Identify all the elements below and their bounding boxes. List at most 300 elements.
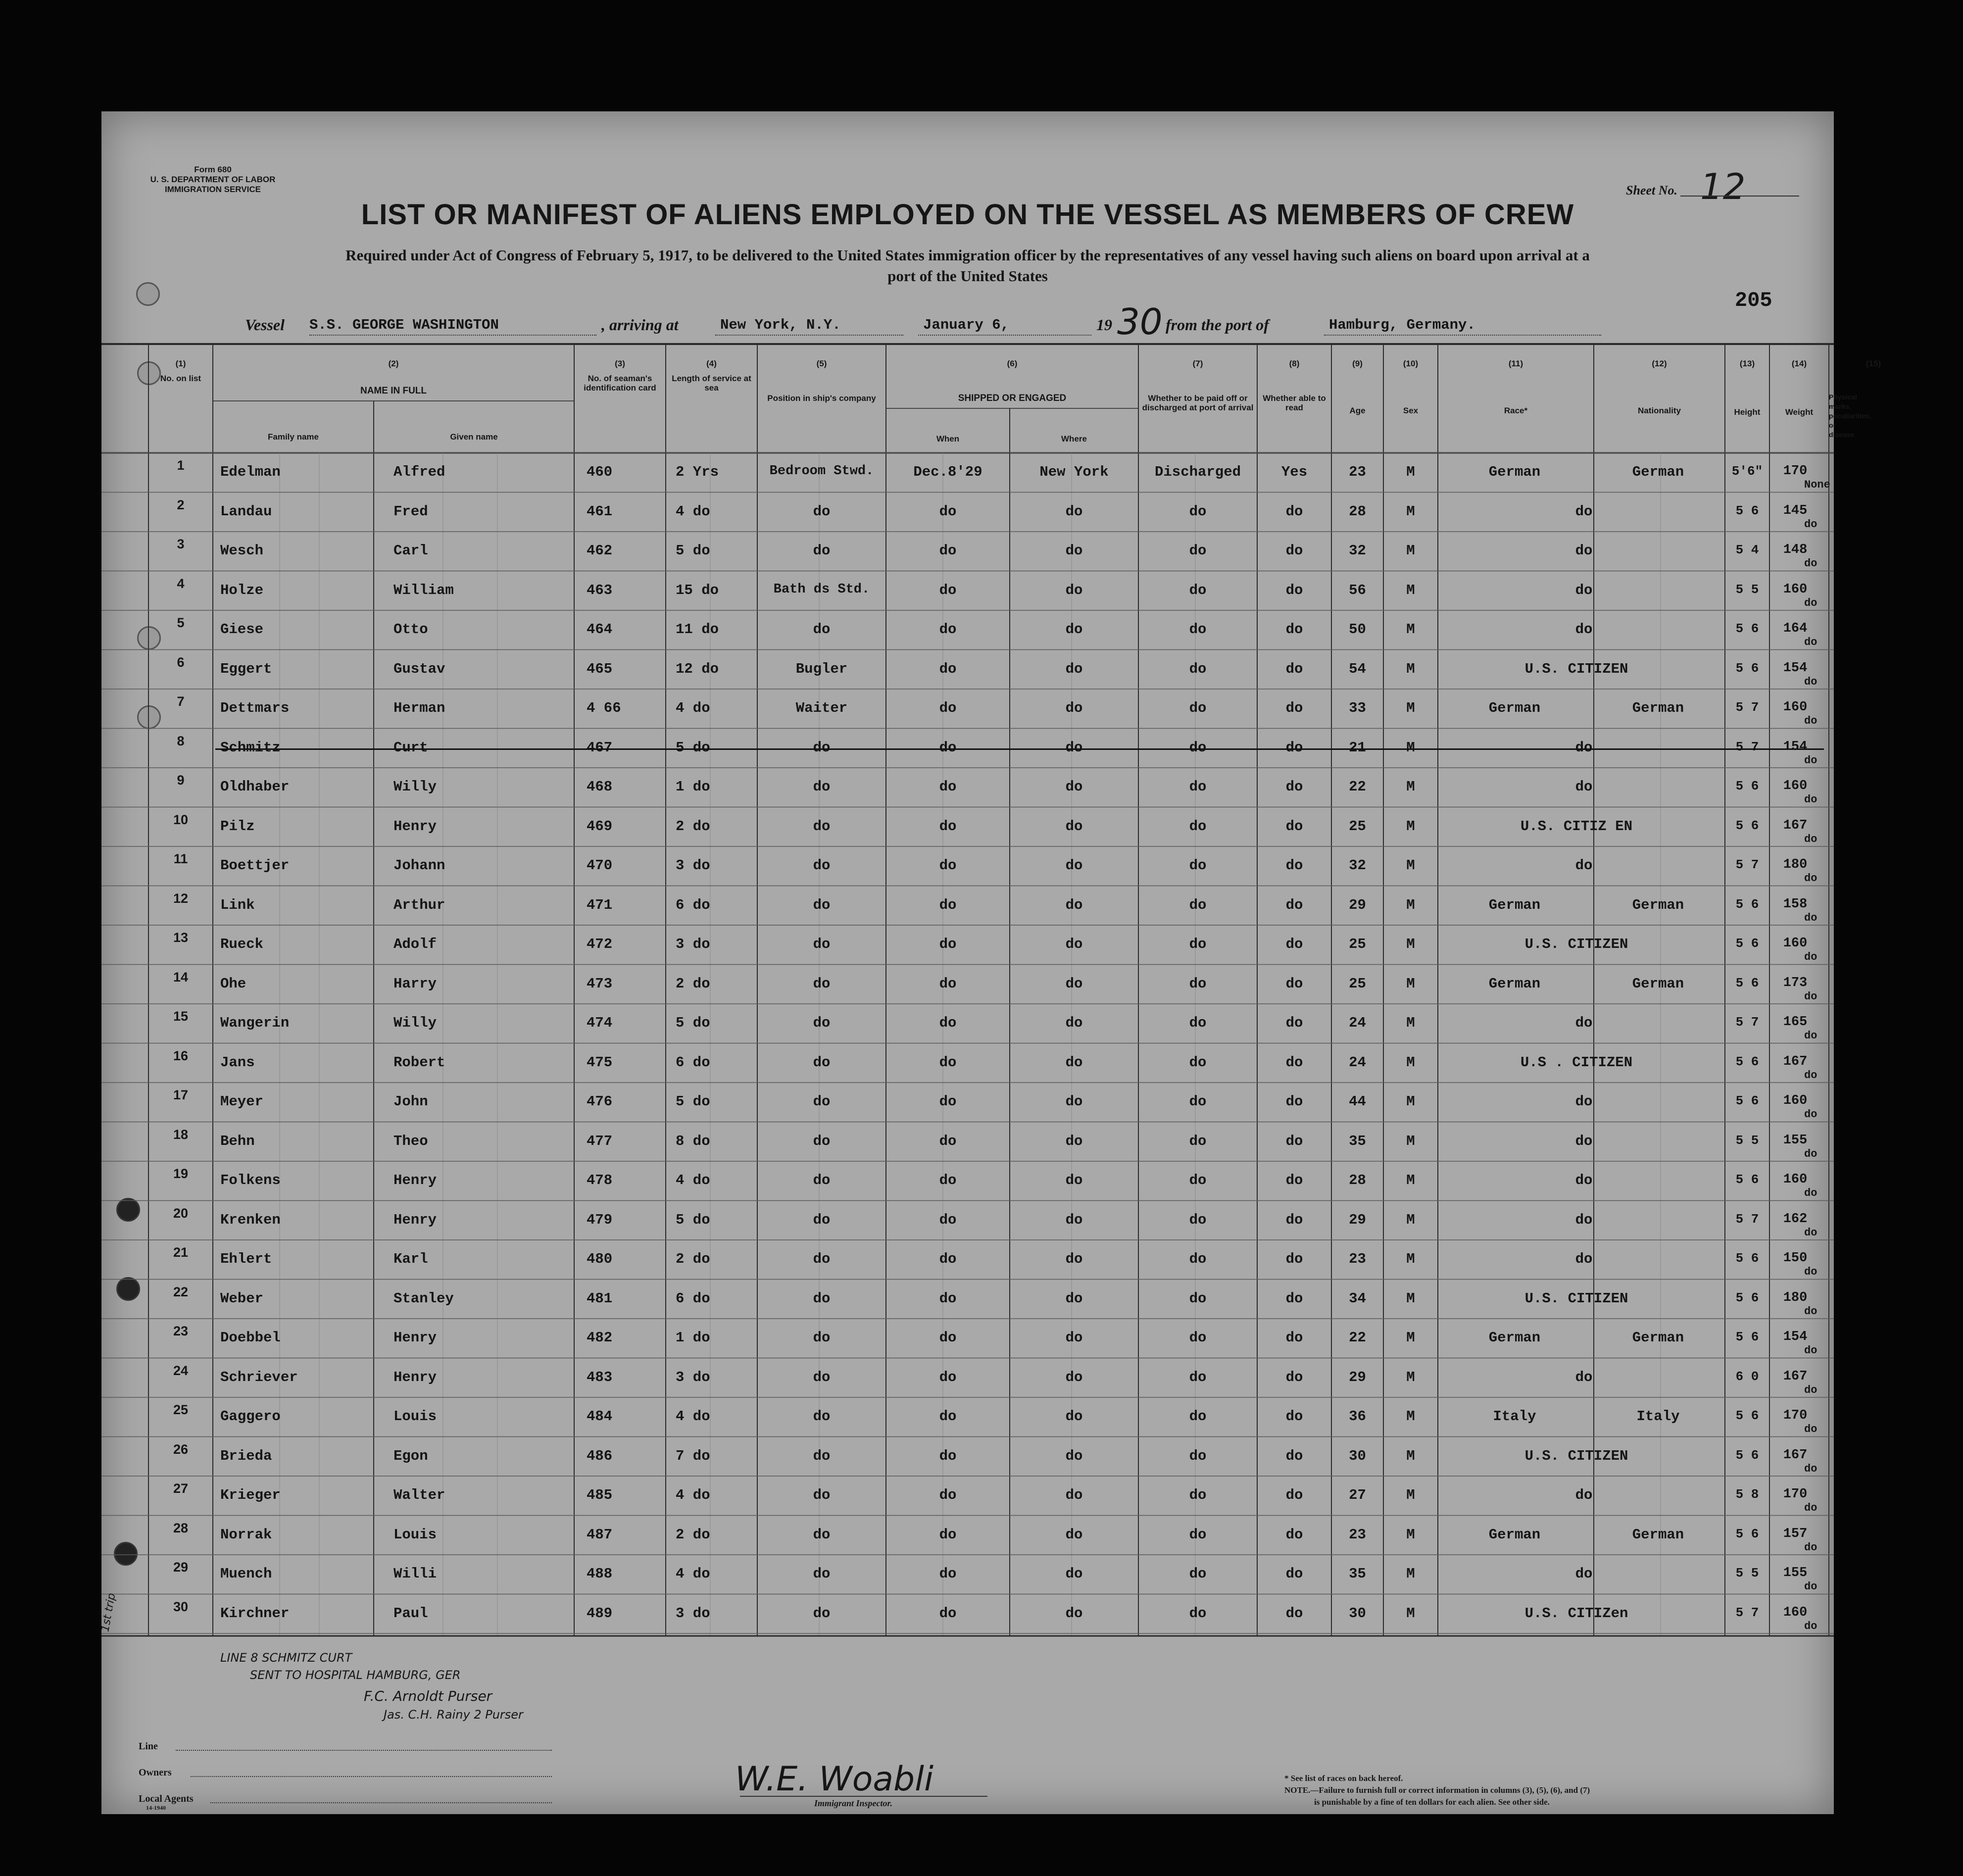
col-head-weight: Weight (1785, 407, 1814, 417)
family-name: Krieger (220, 1487, 281, 1503)
sex: M (1406, 975, 1415, 992)
form-number: Form 680 (194, 165, 232, 174)
height: 5 6 (1735, 621, 1759, 636)
given-name: Robert (393, 1054, 445, 1071)
physical-marks: do (1804, 1423, 1817, 1435)
age: 22 (1349, 779, 1366, 795)
given-name: Paul (393, 1605, 428, 1622)
height: 5 6 (1735, 779, 1759, 793)
given-name: Harry (393, 975, 437, 992)
shipped-when: do (939, 660, 957, 677)
age: 23 (1349, 464, 1366, 480)
column-number: (11) (1508, 359, 1523, 368)
shipped-when: do (939, 1408, 957, 1425)
height: 5 6 (1735, 1526, 1759, 1541)
length-of-service: 5 do (676, 1015, 710, 1031)
able-to-read: do (1285, 1605, 1303, 1622)
col-head-where: Where (1061, 434, 1087, 444)
sex: M (1406, 1054, 1415, 1071)
length-of-service: 6 do (676, 1290, 710, 1307)
id-card-number: 479 (587, 1211, 613, 1228)
id-card-number: 469 (587, 818, 613, 835)
row-number: 9 (177, 773, 185, 788)
row-number: 19 (173, 1166, 189, 1181)
weight: 170 (1783, 1487, 1808, 1502)
able-to-read: do (1285, 700, 1303, 716)
given-name: Henry (393, 818, 437, 835)
race: do (1575, 739, 1593, 756)
column-number: (4) (706, 359, 717, 368)
weight: 160 (1783, 779, 1808, 793)
paid-off: do (1189, 621, 1207, 638)
column-number: (14) (1791, 359, 1807, 368)
sex: M (1406, 582, 1415, 598)
physical-marks: do (1804, 754, 1817, 767)
races-note: * See list of races on back hereof. (1284, 1774, 1403, 1783)
column-number: (12) (1652, 359, 1667, 368)
age: 35 (1349, 1133, 1366, 1149)
family-name: Doebbel (220, 1330, 281, 1346)
height: 5 6 (1735, 1054, 1759, 1069)
position: do (813, 621, 831, 638)
service: IMMIGRATION SERVICE (165, 185, 261, 194)
fine-note-1: NOTE.—Failure to furnish full or correct information in columns (3), (5), (6), and (7) (1284, 1785, 1590, 1795)
physical-marks: do (1804, 1305, 1817, 1318)
shipped-where: do (1065, 936, 1083, 952)
race: German (1488, 896, 1541, 913)
sex: M (1406, 1093, 1415, 1110)
shipped-where: do (1065, 1369, 1083, 1385)
shipped-when: do (939, 582, 957, 598)
family-name: Jans (220, 1054, 255, 1071)
paid-off: do (1189, 1369, 1207, 1385)
row-number: 17 (173, 1087, 189, 1102)
age: 36 (1349, 1408, 1366, 1425)
family-name: Brieda (220, 1447, 272, 1464)
sex: M (1406, 1408, 1415, 1425)
given-name: Curt (393, 739, 428, 756)
col-head-position: Position in ship's company (767, 394, 876, 403)
physical-marks: do (1804, 1383, 1817, 1396)
id-card-number: 465 (587, 660, 613, 677)
row-number: 3 (177, 537, 185, 551)
able-to-read: do (1285, 975, 1303, 992)
physical-marks: do (1804, 1030, 1817, 1042)
column-number: (1) (175, 359, 186, 368)
family-name: Giese (220, 621, 264, 638)
page-number: 205 (1735, 289, 1772, 312)
row-number: 8 (177, 733, 185, 748)
given-name: Walter (393, 1487, 445, 1503)
family-name: Landau (220, 503, 272, 520)
sex: M (1406, 1526, 1415, 1543)
line-field (176, 1750, 552, 1751)
sex: M (1406, 936, 1415, 952)
position: do (813, 543, 831, 559)
given-name: William (393, 582, 454, 598)
age: 56 (1349, 582, 1366, 598)
weight: 150 (1783, 1251, 1808, 1266)
paid-off: do (1189, 779, 1207, 795)
physical-marks: do (1804, 636, 1817, 648)
length-of-service: 3 do (676, 1605, 710, 1622)
weight: 160 (1783, 1605, 1808, 1620)
shipped-when: do (939, 857, 957, 874)
height: 5 6 (1735, 975, 1759, 990)
shipped-where: do (1065, 1408, 1083, 1425)
local-agents-label: Local Agents (139, 1793, 194, 1804)
height: 5 5 (1735, 1566, 1759, 1580)
given-name: Arthur (393, 896, 445, 913)
able-to-read: do (1285, 1566, 1303, 1582)
sex: M (1406, 1251, 1415, 1267)
position: do (813, 857, 831, 874)
family-name: Holze (220, 582, 264, 598)
col-head-length-of-service: Length of service at sea (672, 374, 751, 393)
column-number: (3) (615, 359, 625, 368)
height: 5 6 (1735, 1251, 1759, 1266)
column-number: (8) (1289, 359, 1300, 368)
row-number: 5 (177, 615, 185, 630)
arriving-label: , arriving at (601, 316, 679, 334)
race: German (1488, 464, 1541, 480)
height: 5 7 (1735, 700, 1759, 715)
able-to-read: do (1285, 739, 1303, 756)
height: 5 6 (1735, 660, 1759, 676)
given-name: John (393, 1093, 428, 1110)
shipped-when: do (939, 700, 957, 716)
shipped-when: do (939, 1330, 957, 1346)
length-of-service: 4 do (676, 1487, 710, 1503)
row-number: 14 (173, 969, 189, 985)
family-name: Folkens (220, 1172, 281, 1188)
position: do (813, 1408, 831, 1425)
shipped-where: do (1065, 1211, 1083, 1228)
shipped-when: do (939, 1054, 957, 1071)
given-name: Willy (393, 779, 437, 795)
paid-off: do (1189, 1211, 1207, 1228)
able-to-read: do (1285, 1211, 1303, 1228)
id-card-number: 481 (587, 1290, 613, 1307)
race: U.S . CITIZEN (1520, 1054, 1633, 1071)
given-name: Willi (393, 1566, 437, 1582)
height: 5 6 (1735, 1447, 1759, 1463)
length-of-service: 3 do (676, 936, 710, 952)
family-name: Wangerin (220, 1015, 290, 1031)
given-name: Fred (393, 503, 428, 520)
shipped-where: do (1065, 1093, 1083, 1110)
length-of-service: 4 do (676, 700, 710, 716)
race: do (1575, 1172, 1593, 1188)
paid-off: do (1189, 1133, 1207, 1149)
age: 33 (1349, 700, 1366, 716)
position: do (813, 1015, 831, 1031)
shipped-when: do (939, 621, 957, 638)
note-line-1: LINE 8 SCHMITZ CURT (220, 1651, 352, 1665)
height: 5 6 (1735, 936, 1759, 951)
physical-marks: do (1804, 1541, 1817, 1554)
inspector-line (740, 1796, 987, 1797)
race: U.S. CITIZEN (1524, 936, 1628, 952)
paid-off: do (1189, 1054, 1207, 1071)
age: 24 (1349, 1015, 1366, 1031)
position: do (813, 1251, 831, 1267)
sex: M (1406, 1211, 1415, 1228)
race: do (1575, 1369, 1593, 1385)
physical-marks: do (1804, 518, 1817, 531)
race: do (1575, 1015, 1593, 1031)
weight: 155 (1783, 1566, 1808, 1580)
family-name: Oldhaber (220, 779, 290, 795)
sex: M (1406, 1290, 1415, 1307)
id-card-number: 4 66 (587, 700, 621, 716)
shipped-when: do (939, 818, 957, 835)
race: do (1575, 857, 1593, 874)
paid-off: do (1189, 818, 1207, 835)
paid-off: do (1189, 975, 1207, 992)
race: German (1488, 700, 1541, 716)
family-name: Boettjer (220, 857, 290, 874)
length-of-service: 4 do (676, 1566, 710, 1582)
given-name: Gustav (393, 660, 445, 677)
fine-note-2: is punishable by a fine of ten dollars for each alien. See other side. (1314, 1797, 1550, 1807)
given-name: Adolf (393, 936, 437, 952)
row-number: 18 (173, 1127, 189, 1142)
sex: M (1406, 1015, 1415, 1031)
column-number: (13) (1739, 359, 1755, 368)
paid-off: do (1189, 1015, 1207, 1031)
family-name: Norrak (220, 1526, 272, 1543)
physical-marks: do (1804, 1462, 1817, 1475)
length-of-service: 4 do (676, 503, 710, 520)
given-name: Willy (393, 1015, 437, 1031)
paid-off: do (1189, 1251, 1207, 1267)
height: 5 6 (1735, 896, 1759, 912)
row-number: 22 (173, 1284, 189, 1299)
col-head-age: Age (1349, 406, 1366, 415)
margin-note: 1st trip (99, 1592, 118, 1633)
length-of-service: 6 do (676, 1054, 710, 1071)
able-to-read: do (1285, 543, 1303, 559)
length-of-service: 3 do (676, 857, 710, 874)
paid-off: do (1189, 739, 1207, 756)
id-card-number: 488 (587, 1566, 613, 1582)
id-card-number: 487 (587, 1526, 613, 1543)
col-head-family-name: Family name (268, 432, 319, 442)
row-number: 10 (173, 812, 189, 827)
subtitle-line-2: port of the United States (887, 267, 1048, 285)
shipped-where: do (1065, 1172, 1083, 1188)
shipped-when: do (939, 503, 957, 520)
column-number: (6) (1007, 359, 1018, 368)
height: 5 6 (1735, 503, 1759, 518)
owners-field (191, 1776, 552, 1777)
family-name: Dettmars (220, 700, 290, 716)
shipped-when: do (939, 1487, 957, 1503)
race: do (1575, 543, 1593, 559)
length-of-service: 2 do (676, 1251, 710, 1267)
able-to-read: do (1285, 1172, 1303, 1188)
col-head-paid-off: Whether to be paid off or discharged at port of arrival (1142, 394, 1254, 412)
shipped-when: do (939, 1093, 957, 1110)
shipped-where: do (1065, 1054, 1083, 1071)
physical-marks: do (1804, 833, 1817, 845)
paid-off: do (1189, 503, 1207, 520)
nationality: German (1632, 896, 1684, 913)
sex: M (1406, 1487, 1415, 1503)
paid-off: do (1189, 1330, 1207, 1346)
able-to-read: do (1285, 896, 1303, 913)
manifest-sheet (99, 111, 1881, 1814)
sex: M (1406, 700, 1415, 716)
id-card-number: 467 (587, 739, 613, 756)
family-name: Gaggero (220, 1408, 281, 1425)
weight: 173 (1783, 975, 1808, 990)
shipped-when: Dec.8'29 (913, 464, 982, 480)
age: 22 (1349, 1330, 1366, 1346)
page-title: LIST OR MANIFEST OF ALIENS EMPLOYED ON THE VESSEL AS MEMBERS OF CREW (361, 198, 1574, 231)
family-name: Pilz (220, 818, 255, 835)
row-number: 2 (177, 497, 185, 512)
column-number: (7) (1192, 359, 1203, 368)
col-head-sex: Sex (1403, 406, 1419, 415)
given-name: Henry (393, 1369, 437, 1385)
id-card-number: 461 (587, 503, 613, 520)
shipped-where: do (1065, 503, 1083, 520)
given-name: Carl (393, 543, 428, 559)
physical-marks: do (1804, 872, 1817, 885)
vessel-label: Vessel (245, 316, 285, 334)
able-to-read: do (1285, 1447, 1303, 1464)
sex: M (1406, 660, 1415, 677)
position: do (813, 1487, 831, 1503)
paid-off: do (1189, 1526, 1207, 1543)
id-card-number: 475 (587, 1054, 613, 1071)
department: U. S. DEPARTMENT OF LABOR (150, 175, 276, 184)
race: do (1575, 1133, 1593, 1149)
col-head-race: Race* (1504, 406, 1528, 415)
weight: 154 (1783, 1330, 1808, 1344)
height: 5 7 (1735, 857, 1759, 872)
age: 30 (1349, 1447, 1366, 1464)
shipped-where: do (1065, 660, 1083, 677)
able-to-read: do (1285, 1093, 1303, 1110)
race: German (1488, 975, 1541, 992)
given-name: Johann (393, 857, 445, 874)
given-name: Egon (393, 1447, 428, 1464)
weight: 162 (1783, 1211, 1808, 1227)
weight: 170 (1783, 464, 1808, 479)
paid-off: Discharged (1154, 464, 1241, 480)
able-to-read: do (1285, 857, 1303, 874)
weight: 155 (1783, 1133, 1808, 1148)
position: do (813, 1133, 831, 1149)
age: 25 (1349, 936, 1366, 952)
able-to-read: do (1285, 818, 1303, 835)
shipped-when: do (939, 1447, 957, 1464)
shipped-where: do (1065, 1290, 1083, 1307)
physical-marks: do (1804, 557, 1817, 570)
position: do (813, 1330, 831, 1346)
race: U.S. CITIZEN (1524, 660, 1628, 677)
row-number: 30 (173, 1599, 189, 1614)
shipped-where: do (1065, 896, 1083, 913)
shipped-where: do (1065, 700, 1083, 716)
position: do (813, 975, 831, 992)
race: do (1575, 1487, 1593, 1503)
physical-marks: do (1804, 675, 1817, 688)
id-card-number: 478 (587, 1172, 613, 1188)
id-card-number: 460 (587, 464, 613, 480)
given-name: Henry (393, 1172, 437, 1188)
weight: 160 (1783, 700, 1808, 715)
shipped-when: do (939, 739, 957, 756)
race: do (1575, 779, 1593, 795)
sex: M (1406, 1330, 1415, 1346)
family-name: Krenken (220, 1211, 281, 1228)
col-head-given-name: Given name (450, 432, 498, 442)
race: do (1575, 1211, 1593, 1228)
weight: 160 (1783, 1093, 1808, 1108)
paid-off: do (1189, 660, 1207, 677)
id-card-number: 472 (587, 936, 613, 952)
length-of-service: 5 do (676, 543, 710, 559)
able-to-read: do (1285, 779, 1303, 795)
owners-label: Owners (139, 1767, 172, 1778)
height: 5 6 (1735, 1172, 1759, 1187)
paid-off: do (1189, 1408, 1207, 1425)
weight: 167 (1783, 1447, 1808, 1463)
agents-field (210, 1802, 552, 1803)
strike-through-line (215, 748, 1824, 750)
position: do (813, 896, 831, 913)
height: 5'6" (1731, 464, 1763, 479)
shipped-where: do (1065, 739, 1083, 756)
paid-off: do (1189, 1487, 1207, 1503)
age: 23 (1349, 1526, 1366, 1543)
height: 5 5 (1735, 582, 1759, 597)
shipped-when: do (939, 936, 957, 952)
weight: 167 (1783, 1054, 1808, 1069)
given-name: Karl (393, 1251, 428, 1267)
row-number: 1 (177, 458, 185, 473)
race: do (1575, 503, 1593, 520)
shipped-when: do (939, 1369, 957, 1385)
inspector-label: Immigrant Inspector. (814, 1798, 893, 1808)
position: do (813, 936, 831, 952)
sex: M (1406, 818, 1415, 835)
length-of-service: 4 do (676, 1172, 710, 1188)
age: 24 (1349, 1054, 1366, 1071)
shipped-when: do (939, 1526, 957, 1543)
position: Waiter (795, 700, 848, 716)
purser-signature: F.C. Arnoldt Purser (364, 1688, 492, 1704)
shipped-where: do (1065, 1015, 1083, 1031)
age: 54 (1349, 660, 1366, 677)
length-of-service: 12 do (676, 660, 719, 677)
race: German (1488, 1330, 1541, 1346)
weight: 148 (1783, 543, 1808, 557)
id-card-number: 463 (587, 582, 613, 598)
inspector-signature: W.E. Woabli (735, 1760, 933, 1799)
age: 29 (1349, 896, 1366, 913)
shipped-when: do (939, 1211, 957, 1228)
able-to-read: do (1285, 621, 1303, 638)
length-of-service: 5 do (676, 739, 710, 756)
family-name: Behn (220, 1133, 255, 1149)
shipped-where: do (1065, 975, 1083, 992)
age: 25 (1349, 818, 1366, 835)
